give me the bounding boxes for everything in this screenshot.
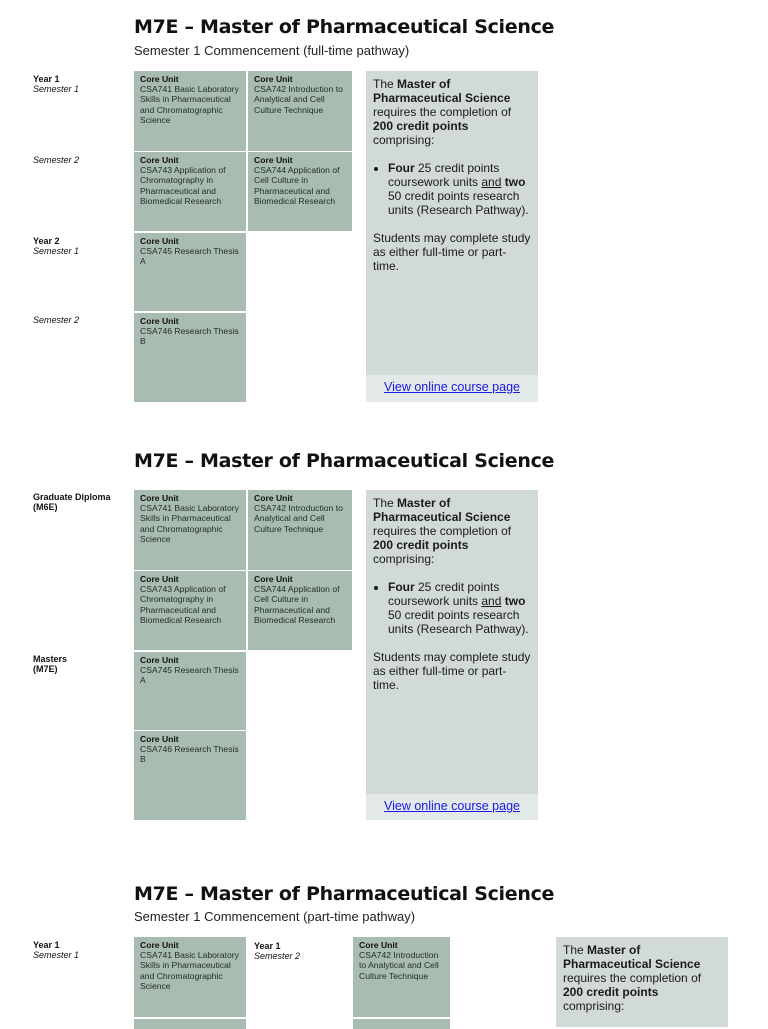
course-info-panel: The Master of Pharmaceutical Science requires the completion of 200 credit points comprising: <box>556 937 728 1027</box>
unit-card-csa742: Core Unit CSA742 Introduction to Analytical and Cell Culture Technique <box>248 71 352 151</box>
unit-card-csa743: Core Unit CSA743 Application of Chromatography in Pharmaceutical and Biomedical Research <box>134 571 246 650</box>
unit-card-csa743: Core Unit CSA743 Application of Chromatography in Pharmaceutical and Biomedical Research <box>134 152 246 231</box>
unit-card-csa741: Core Unit CSA741 Basic Laboratory Skills in Pharmaceutical and Chromatographic Science <box>134 71 246 151</box>
course-page-link-bar <box>366 375 538 402</box>
section2-title: M7E – Master of Pharmaceutical Science <box>134 450 555 472</box>
unit-card-next <box>353 1019 450 1029</box>
label-year2-semester2: Semester 2 <box>33 315 80 325</box>
section1-title: M7E – Master of Pharmaceutical Science <box>134 16 555 38</box>
course-info-panel: The Master of Pharmaceutical Science requires the completion of 200 credit points comprising: • Four 25 credit points coursework units and two 50 credit points research units (Research Pathway). Students may complete study as either full-time or part-time. <box>366 71 538 375</box>
unit-card-csa744: Core Unit CSA744 Application of Cell Culture in Pharmaceutical and Biomedical Research <box>248 571 352 650</box>
unit-card-csa741: Core Unit CSA741 Basic Laboratory Skills in Pharmaceutical and Chromatographic Science <box>134 490 246 570</box>
unit-card-csa746: Core Unit CSA746 Research Thesis B <box>134 313 246 402</box>
view-course-page-link[interactable]: View online course page <box>384 799 520 813</box>
label-year2: Year 2 Semester 1 <box>33 236 80 256</box>
unit-card-csa741: Core Unit CSA741 Basic Laboratory Skills in Pharmaceutical and Chromatographic Science <box>134 937 246 1017</box>
label-masters: Masters (M7E) <box>33 654 68 674</box>
section1-subtitle: Semester 1 Commencement (full-time pathway) <box>134 43 410 58</box>
section3-subtitle: Semester 1 Commencement (part-time pathway) <box>134 909 416 924</box>
label-graduate-diploma: Graduate Diploma (M6E) <box>33 492 111 512</box>
unit-card-csa742: Core Unit CSA742 Introduction to Analytical and Cell Culture Technique <box>248 490 352 570</box>
label-year1-semester1: Year 1 Semester 1 <box>33 940 80 960</box>
unit-card-csa746: Core Unit CSA746 Research Thesis B <box>134 731 246 820</box>
course-info-panel: The Master of Pharmaceutical Science requires the completion of 200 credit points comprising: • Four 25 credit points coursework units and two 50 credit points research units (Research Pathway). Students may complete study as either full-time or part-time. <box>366 490 538 794</box>
section3-title: M7E – Master of Pharmaceutical Science <box>134 883 555 905</box>
unit-card-csa744: Core Unit CSA744 Application of Cell Culture in Pharmaceutical and Biomedical Research <box>248 152 352 231</box>
unit-card-next <box>134 1019 246 1029</box>
unit-card-csa745: Core Unit CSA745 Research Thesis A <box>134 233 246 311</box>
label-year1: Year 1 Semester 1 <box>33 74 80 94</box>
label-year1-semester2: Year 1 Semester 2 <box>254 941 301 961</box>
unit-card-csa742: Core Unit CSA742 Introduction to Analytical and Cell Culture Technique <box>353 937 450 1017</box>
label-semester2: Semester 2 <box>33 155 80 165</box>
view-course-page-link[interactable]: View online course page <box>384 380 520 394</box>
unit-card-csa745: Core Unit CSA745 Research Thesis A <box>134 652 246 730</box>
course-page-link-bar <box>366 794 538 820</box>
